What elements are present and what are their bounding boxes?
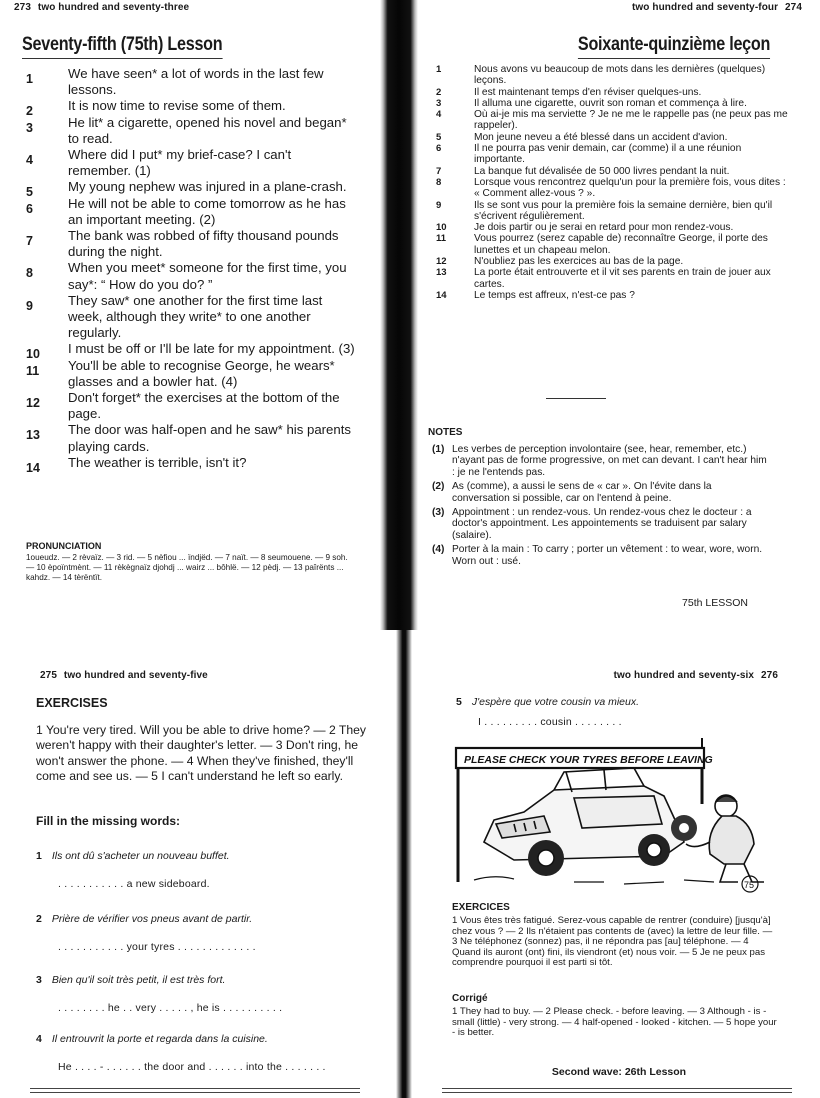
french-sentence-number: 6	[436, 143, 442, 155]
note-item-number: (1)	[432, 444, 445, 455]
english-sentence-number: 2	[26, 104, 33, 119]
english-sentence-number: 8	[26, 266, 33, 281]
french-sentence-number: 4	[436, 109, 442, 121]
english-sentence-text: You'll be able to recognise George, he wears* glasses and a bowler hat. (4)	[68, 357, 335, 389]
french-sentence-text: Nous avons vu beaucoup de mots dans les dernières (quelques) leçons.	[474, 64, 766, 87]
fill-item-question: Prière de vérifier vos pneus avant de partir.	[51, 913, 253, 925]
english-sentence-number: 11	[26, 363, 40, 378]
french-sentence	[428, 98, 788, 109]
french-sentences-list	[428, 64, 788, 301]
english-sentence	[26, 260, 356, 292]
page-276	[418, 630, 820, 1098]
page-number: 273	[14, 2, 31, 13]
french-sentence-number: 1	[436, 64, 442, 75]
note-item-text: Les verbes de perception involontaire (see, hear, remember, etc.) n'ayant pas de forme progressive, on met can devant. I can't hear him : je ne l'entends pas.	[452, 444, 767, 478]
english-sentence	[26, 390, 356, 422]
french-sentence	[428, 200, 788, 223]
french-sentence	[428, 132, 788, 143]
english-sentence-number: 3	[26, 120, 33, 135]
french-sentence-number: 5	[436, 131, 442, 143]
french-sentence-number: 10	[436, 222, 447, 234]
fill-item-3	[36, 974, 366, 1014]
fill-item-answer: He . . . . - . . . . . . the door and . . . . . . into the . . . . . . .	[58, 1061, 326, 1073]
french-sentence-text: Mon jeune neveu a été blessé dans un accident d'avion.	[474, 131, 728, 143]
fill-item-2	[36, 913, 366, 953]
pronunciation-title: PRONUNCIATION	[26, 541, 102, 551]
english-sentence-number: 6	[26, 201, 33, 216]
page-number-words: two hundred and seventy-five	[63, 670, 208, 681]
fill-in-title: Fill in the missing words:	[36, 814, 181, 828]
fill-item-number: 1	[36, 850, 42, 862]
spare-wheel	[671, 815, 697, 841]
book-spine-top	[380, 0, 418, 630]
english-sentence	[26, 179, 356, 200]
note-item-text: As (comme), a aussi le sens de « car ». On l'évite dans la conversation si possible, car on l'entend à peine.	[452, 481, 712, 504]
english-sentence-text: They saw* one another for the first time last week, although they write* to one another regularly.	[68, 292, 323, 341]
english-sentence	[26, 98, 356, 119]
page-number: 276	[761, 670, 778, 681]
french-sentence	[428, 290, 788, 301]
french-sentence-number: 7	[436, 165, 442, 177]
fill-item-question: Ils ont dû s'acheter un nouveau buffet.	[51, 850, 230, 862]
page-bottom-rule	[30, 1088, 360, 1089]
cartoon-illustration	[454, 732, 766, 897]
page-header-273	[10, 2, 189, 13]
note-item	[432, 544, 772, 567]
page-275	[0, 630, 380, 1098]
fill-item-1	[36, 850, 366, 890]
page-number: 274	[785, 2, 802, 13]
ground-lines	[474, 877, 714, 884]
english-sentence-text: Where did I put* my brief-case? I can't remember. (1)	[68, 147, 292, 179]
page-number: 275	[40, 670, 57, 681]
fill-item-number: 4	[36, 1033, 42, 1045]
french-sentence-text: La banque fut dévalisée de 50 000 livres pendant la nuit.	[474, 165, 730, 177]
note-item-number: (4)	[432, 544, 445, 556]
exercises-text: 1 You're very tired. Will you be able to drive home? — 2 They weren't happy with their daughter's letter. — 3 Don't ring, he won't answer the phone. — 4 When they've finished, they'll come and see us. — 5 I can't understand he left so early.	[36, 723, 366, 784]
lesson-title-french: Soixante-quinzième leçon	[577, 34, 770, 55]
note-item-text: Appointment : un rendez-vous. Un rendez-vous chez le docteur : a doctor's appointment. Les appointements se traduisent par salary (salaire).	[452, 507, 752, 541]
fill-item-4	[36, 1033, 366, 1073]
notes-list	[432, 444, 772, 570]
page-bottom-rule	[30, 1092, 360, 1093]
english-sentence-number: 4	[26, 153, 33, 168]
english-sentence	[26, 422, 356, 454]
english-sentence-text: He will not be able to come tomorrow as he has an important meeting. (2)	[68, 195, 346, 227]
note-item	[432, 444, 772, 478]
french-sentence-text: Il est maintenant temps d'en réviser quelques-uns.	[474, 86, 702, 98]
fill-item-number: 3	[36, 974, 42, 986]
english-sentence-text: It is now time to revise some of them.	[68, 98, 286, 114]
french-sentence	[428, 233, 788, 256]
english-sentence-number: 1	[26, 72, 33, 86]
french-sentence	[428, 87, 788, 98]
english-sentence-number: 14	[26, 460, 40, 475]
english-sentence-text: My young nephew was injured in a plane-crash.	[68, 179, 347, 195]
corrige-text: 1 They had to buy. — 2 Please check. - before leaving. — 3 Although - is - small (little) - very strong. — 4 half-opened - looked - kitchen. — 5 hope your - is better.	[452, 1006, 777, 1039]
french-sentence-text: La porte était entrouverte et il vit ses parents en train de jouer aux cartes.	[474, 267, 771, 290]
page-number-words: two hundred and seventy-three	[37, 2, 190, 13]
english-sentence-text: When you meet* someone for the first time, you say*: “ How do you do? ”	[68, 260, 347, 292]
second-wave-note: Second wave: 26th Lesson	[551, 1066, 687, 1078]
french-sentence	[428, 64, 788, 87]
english-sentence	[26, 147, 356, 179]
fill-item-number: 5	[456, 696, 462, 708]
english-sentence	[26, 293, 356, 342]
mechanic-figure	[686, 795, 764, 882]
fill-item-question: J'espère que votre cousin va mieux.	[471, 696, 640, 708]
english-sentence	[26, 454, 356, 475]
english-sentence-text: The door was half-open and he saw* his parents playing cards.	[68, 422, 351, 454]
note-item	[432, 507, 772, 541]
french-sentence-number: 3	[436, 97, 442, 109]
french-sentence-number: 9	[436, 199, 442, 211]
exercises-title: EXERCISES	[36, 696, 108, 710]
french-sentence-text: Lorsque vous rencontrez quelqu'un pour la première fois, vous dites : « Comment allez-vous ? ».	[474, 176, 786, 200]
note-item	[432, 481, 772, 504]
fill-item-5	[456, 696, 786, 728]
french-sentence	[428, 267, 788, 290]
note-item-text: Porter à la main : To carry ; porter un vêtement : to wear, wore, worn. Worn out : usé.	[452, 544, 763, 567]
english-sentence-number: 9	[26, 298, 33, 313]
english-sentence	[26, 228, 356, 260]
page-header-274	[632, 2, 806, 13]
note-item-number: (2)	[432, 481, 445, 493]
english-sentences-list	[26, 66, 356, 475]
svg-text:75: 75	[744, 880, 755, 890]
fill-item-question: Il entrouvrit la porte et regarda dans la cuisine.	[51, 1033, 268, 1045]
car-wheel-front	[528, 840, 564, 876]
french-sentence-text: N'oubliez pas les exercices au bas de la page.	[474, 256, 684, 268]
note-item-number: (3)	[432, 507, 445, 519]
exercices-title: EXERCICES	[452, 902, 510, 913]
sign-text: PLEASE CHECK YOUR TYRES BEFORE LEAVING	[464, 754, 713, 766]
english-sentence-text: Don't forget* the exercises at the bottom of the page.	[68, 390, 340, 422]
french-sentence	[428, 177, 788, 200]
page-header-276	[614, 670, 782, 681]
page-number-words: two hundred and seventy-four	[631, 2, 779, 13]
french-sentence-text: Il ne pourra pas venir demain, car (comme) il a une réunion importante.	[474, 143, 742, 166]
english-sentence-text: We have seen* a lot of words in the last few lessons.	[68, 66, 324, 98]
page-header-275	[36, 670, 208, 681]
book-spine-bottom	[396, 630, 412, 1098]
lesson-tag: 75th LESSON	[682, 597, 748, 609]
page-274	[418, 0, 820, 630]
french-sentence-number: 11	[436, 233, 447, 245]
page-273	[0, 0, 380, 630]
page-bottom-rule	[442, 1088, 792, 1089]
english-sentence	[26, 341, 356, 362]
french-sentence	[428, 256, 788, 267]
lesson-title-english: Seventy-fifth (75th) Lesson	[22, 34, 223, 55]
fill-item-answer: . . . . . . . . he . . very . . . . . , he is . . . . . . . . . .	[58, 1002, 283, 1014]
english-sentence-number: 10	[26, 347, 40, 362]
exercices-text: 1 Vous êtes très fatigué. Serez-vous capable de rentrer (conduire) [jusqu'à] chez vous ? — 2 Ils n'étaient pas contents de (avec) la lettre de leur fille. — 3 Ne téléphonez (sonnez) pas, il ne répondra pas [au] téléphone. — 4 Quand ils auront (ont) fini, ils viendront (et) nous voir. — 5 Je ne peux pas comprendre pourquoi il est parti si tôt.	[452, 915, 773, 969]
french-sentence-text: Vous pourrez (serez capable de) reconnaître George, il porte des lunettes et un chapeau melon.	[474, 233, 768, 256]
car-wheel-rear	[638, 834, 670, 866]
french-sentence-number: 12	[436, 256, 447, 268]
french-sentence-text: Le temps est affreux, n'est-ce pas ?	[474, 289, 635, 301]
page-bottom-rule	[442, 1092, 792, 1093]
separator-line	[546, 398, 606, 399]
french-sentence-text: Il alluma une cigarette, ouvrit son roman et commença à lire.	[474, 97, 747, 109]
fill-item-question: Bien qu'il soit très petit, il est très fort.	[51, 974, 226, 986]
french-sentence-text: Ils se sont vus pour la première fois la semaine dernière, bien qu'il s'écrivent régulièrement.	[474, 199, 773, 222]
french-sentence	[428, 222, 788, 233]
fill-item-answer: . . . . . . . . . . . your tyres . . . . . . . . . . . . .	[58, 941, 256, 953]
english-sentence-text: The bank was robbed of fifty thousand pounds during the night.	[68, 228, 339, 260]
notes-title: NOTES	[428, 427, 463, 438]
french-sentence-text: Je dois partir ou je serai en retard pour mon rendez-vous.	[474, 222, 734, 234]
pronunciation-text: 1oueudz. — 2 rèvaïz. — 3 rid. — 5 nèfiou ... ïndjëd. — 7 naït. — 8 seumouene. — 9 soh. — 10 èpoïntmènt. — 11 rèkègnaïz djohdj ... wairz ... bôhlë. — 12 pèdj. — 13 paîrënts ... kahdz. — 14 tèrëntït.	[26, 553, 348, 582]
french-sentence-number: 2	[436, 86, 442, 98]
french-sentence	[428, 166, 788, 177]
french-sentence	[428, 143, 788, 166]
english-sentence	[26, 115, 356, 147]
english-sentence-number: 7	[26, 234, 33, 249]
fill-item-answer: I . . . . . . . . . cousin . . . . . . . .	[478, 716, 622, 728]
french-sentence-number: 13	[436, 267, 447, 279]
page-number-words: two hundred and seventy-six	[613, 670, 755, 681]
english-sentence-text: I must be off or I'll be late for my appointment. (3)	[68, 341, 355, 357]
english-sentence-text: The weather is terrible, isn't it?	[68, 454, 247, 470]
french-sentence	[428, 109, 788, 132]
french-sentence-number: 14	[436, 289, 447, 301]
french-sentence-number: 8	[436, 176, 442, 188]
english-sentence	[26, 66, 356, 98]
fill-item-number: 2	[36, 913, 42, 925]
english-sentence-text: He lit* a cigarette, opened his novel and began* to read.	[68, 114, 347, 146]
english-sentence-number: 5	[26, 185, 33, 200]
fill-item-answer: . . . . . . . . . . . a new sideboard.	[58, 878, 210, 890]
french-sentence-text: Où ai-je mis ma serviette ? Je ne me le rappelle pas (ne peux pas me rappeler).	[474, 109, 788, 132]
english-sentence-number: 13	[26, 428, 40, 443]
english-sentence	[26, 358, 356, 390]
english-sentence-number: 12	[26, 396, 40, 411]
corrige-title: Corrigé	[452, 993, 488, 1004]
english-sentence	[26, 196, 356, 228]
